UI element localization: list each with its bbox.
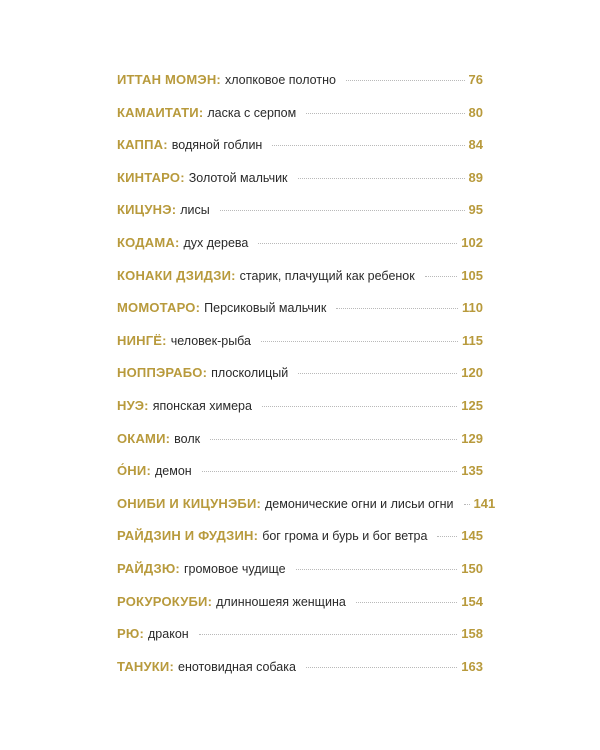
- table-of-contents: [117, 72, 496, 691]
- entry-title: МОМОТАРО:: [117, 300, 201, 316]
- entry-title: НОППЭРАБО:: [117, 365, 208, 381]
- entry-title: ТАНУКИ:: [117, 658, 174, 674]
- dot-leader: [464, 504, 470, 505]
- toc-entry[interactable]: [117, 268, 483, 301]
- entry-description: дракон: [148, 627, 189, 642]
- toc-entry[interactable]: [117, 528, 483, 561]
- toc-entry[interactable]: [117, 300, 483, 333]
- entry-title: РОКУРОКУБИ:: [117, 593, 213, 609]
- entry-description: японская химера: [152, 398, 252, 413]
- entry-description: громовое чудище: [183, 561, 286, 576]
- dot-leader: [272, 145, 464, 146]
- toc-entry[interactable]: [117, 398, 483, 431]
- dot-leader: [202, 471, 458, 472]
- dot-leader: [220, 210, 465, 211]
- toc-entry[interactable]: [117, 235, 483, 268]
- entry-page-number: 115: [462, 332, 483, 348]
- entry-title: РАЙДЗЮ:: [117, 560, 180, 576]
- entry-title: КОНАКИ ДЗИДЗИ:: [117, 267, 236, 283]
- dot-leader: [298, 178, 465, 179]
- entry-page-number: 163: [461, 658, 483, 674]
- toc-entry[interactable]: [117, 333, 483, 366]
- toc-entry[interactable]: [117, 137, 483, 170]
- dot-leader: [210, 439, 457, 440]
- entry-page-number: 150: [461, 560, 483, 576]
- entry-description: Персиковый мальчик: [204, 301, 327, 316]
- entry-title: КИНТАРО:: [117, 169, 185, 185]
- toc-entry[interactable]: [117, 105, 483, 138]
- toc-entry[interactable]: [117, 659, 483, 692]
- dot-leader: [261, 341, 458, 342]
- entry-description: старик, плачущий как ребенок: [239, 268, 415, 283]
- entry-description: демон: [154, 464, 192, 479]
- dot-leader: [437, 536, 457, 537]
- entry-description: енотовидная собака: [178, 659, 296, 674]
- entry-page-number: 129: [461, 430, 483, 446]
- dot-leader: [258, 243, 457, 244]
- dot-leader: [336, 308, 458, 309]
- entry-page-number: 158: [461, 626, 483, 642]
- toc-entry[interactable]: [117, 72, 483, 105]
- entry-title: КОДАМА:: [117, 234, 180, 250]
- entry-title: НИНГЁ:: [117, 332, 167, 348]
- entry-page-number: 125: [461, 397, 483, 413]
- toc-entry[interactable]: [117, 202, 483, 235]
- toc-entry[interactable]: [117, 594, 483, 627]
- toc-entry[interactable]: [117, 561, 483, 594]
- entry-title: ОНИБИ И КИЦУНЭБИ:: [117, 495, 262, 511]
- dot-leader: [262, 406, 457, 407]
- entry-page-number: 110: [462, 300, 483, 316]
- entry-description: Золотой мальчик: [188, 170, 288, 185]
- dot-leader: [306, 113, 464, 114]
- entry-page-number: 89: [468, 169, 483, 185]
- dot-leader: [425, 276, 458, 277]
- entry-description: длинношеяя женщина: [216, 594, 346, 609]
- entry-title: О́НИ:: [117, 463, 151, 479]
- entry-description: волк: [174, 431, 201, 446]
- dot-leader: [356, 602, 457, 603]
- entry-page-number: 120: [461, 365, 483, 381]
- entry-title: КИЦУНЭ:: [117, 202, 177, 218]
- entry-page-number: 102: [461, 234, 483, 250]
- entry-title: РАЙДЗИН И ФУДЗИН:: [117, 528, 259, 544]
- entry-description: водяной гоблин: [171, 138, 263, 153]
- entry-description: плосколицый: [211, 366, 289, 381]
- dot-leader: [199, 634, 458, 635]
- entry-description: бог грома и бурь и бог ветра: [262, 529, 428, 544]
- dot-leader: [296, 569, 458, 570]
- entry-description: хлопковое полотно: [224, 73, 336, 87]
- entry-page-number: 141: [473, 495, 496, 511]
- entry-page-number: 80: [468, 104, 483, 120]
- dot-leader: [298, 373, 457, 374]
- entry-title: РЮ:: [117, 626, 145, 642]
- toc-entry[interactable]: [117, 495, 496, 529]
- entry-title: КАМАИТАТИ:: [117, 104, 204, 120]
- entry-page-number: 95: [468, 202, 483, 218]
- entry-title: КАППА:: [117, 137, 168, 153]
- entry-description: лисы: [180, 203, 210, 218]
- entry-page-number: 135: [461, 463, 483, 479]
- entry-page-number: 105: [461, 267, 483, 283]
- entry-description: демонические огни и лисьи огни: [265, 496, 454, 511]
- toc-entry[interactable]: [117, 463, 483, 496]
- dot-leader: [306, 667, 457, 668]
- entry-description: ласка с серпом: [207, 105, 297, 120]
- entry-description: дух дерева: [183, 235, 249, 250]
- entry-description: человек-рыба: [170, 333, 251, 348]
- toc-entry[interactable]: [117, 365, 483, 398]
- toc-entry[interactable]: [117, 170, 483, 203]
- entry-page-number: 145: [461, 528, 483, 544]
- entry-title: НУЭ:: [117, 397, 149, 413]
- entry-title: ИТТАН МОМЭН:: [117, 72, 221, 87]
- entry-page-number: 76: [468, 72, 483, 87]
- toc-entry[interactable]: [117, 431, 483, 464]
- entry-page-number: 84: [468, 137, 483, 153]
- dot-leader: [346, 80, 465, 81]
- toc-entry[interactable]: [117, 626, 483, 659]
- entry-page-number: 154: [461, 593, 483, 609]
- entry-title: ОКАМИ:: [117, 430, 171, 446]
